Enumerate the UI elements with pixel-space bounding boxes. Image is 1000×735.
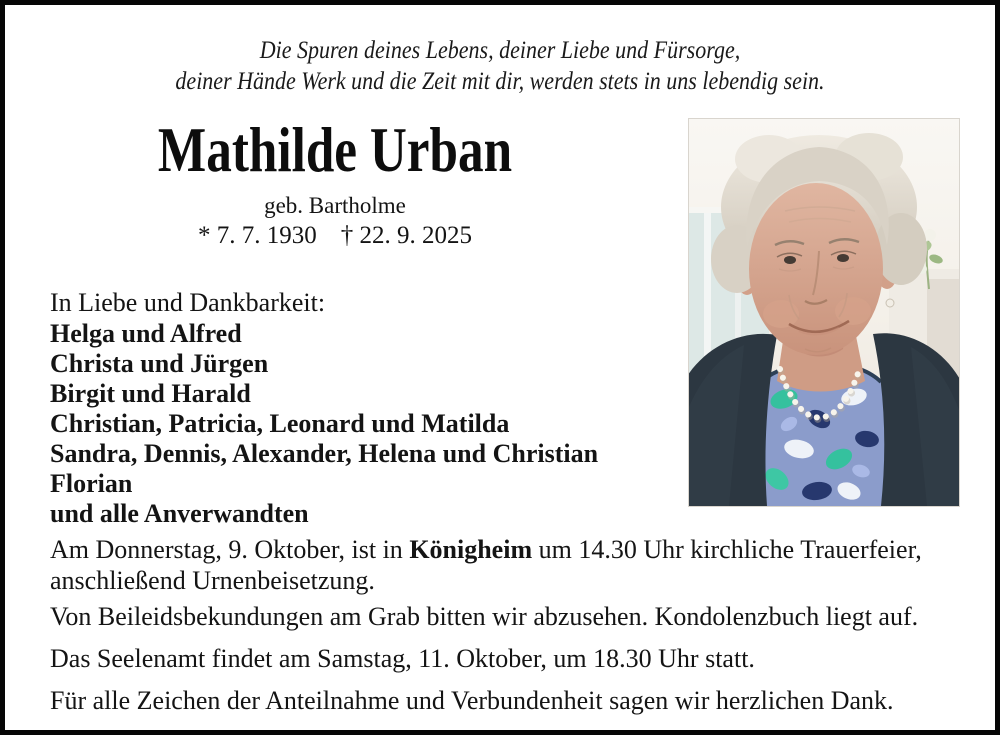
portrait-illustration — [689, 119, 959, 506]
mourner-line-1: Helga und Alfred — [50, 319, 242, 348]
funeral-text-pre: Am Donnerstag, 9. Oktober, ist in — [50, 535, 410, 564]
deceased-name: Mathilde Urban — [157, 114, 513, 185]
mourner-line-6: Florian — [50, 469, 133, 498]
thanks-note: Für alle Zeichen der Anteilnahme und Verbundenheit sagen wir herzlichen Dank. — [50, 686, 894, 715]
birth-date: * 7. 7. 1930 — [198, 222, 317, 249]
life-dates — [45, 222, 625, 250]
condolence-note: Von Beileidsbekundungen am Grab bitten wir abzusehen. Kondolenzbuch liegt auf. — [50, 602, 919, 631]
maiden-name: geb. Bartholme — [264, 193, 406, 218]
death-date: † 22. 9. 2025 — [340, 222, 472, 249]
mourner-line-5: Sandra, Dennis, Alexander, Helena und Christian — [50, 439, 599, 468]
seelenamt-note: Das Seelenamt findet am Samstag, 11. Oktober, um 18.30 Uhr statt. — [50, 644, 755, 673]
epigraph — [5, 35, 995, 97]
mourner-line-3: Birgit und Harald — [50, 379, 251, 408]
funeral-announcement — [50, 534, 962, 596]
announcements — [50, 534, 962, 716]
mourner-line-2: Christa und Jürgen — [50, 349, 269, 378]
mourner-line-4: Christian, Patricia, Leonard und Matilda — [50, 409, 510, 438]
pearl-earring — [886, 299, 894, 307]
mourners-intro: In Liebe und Dankbarkeit: — [50, 288, 326, 317]
deceased-header — [45, 114, 625, 250]
epigraph-line-1: Die Spuren deines Lebens, deiner Liebe und Fürsorge, — [259, 37, 741, 64]
face — [746, 147, 888, 355]
epigraph-line-2: deiner Hände Werk und die Zeit mit dir, werden stets in uns lebendig sein. — [175, 68, 825, 95]
funeral-place: Königheim — [409, 535, 533, 564]
mourner-line-7: und alle Anverwandten — [50, 499, 309, 528]
funeral-text-post: um 14.30 Uhr kirchliche Trauerfeier, anschließend Urnenbeisetzung. — [50, 535, 922, 595]
portrait-photo — [688, 118, 960, 507]
mourners-list — [50, 288, 650, 529]
